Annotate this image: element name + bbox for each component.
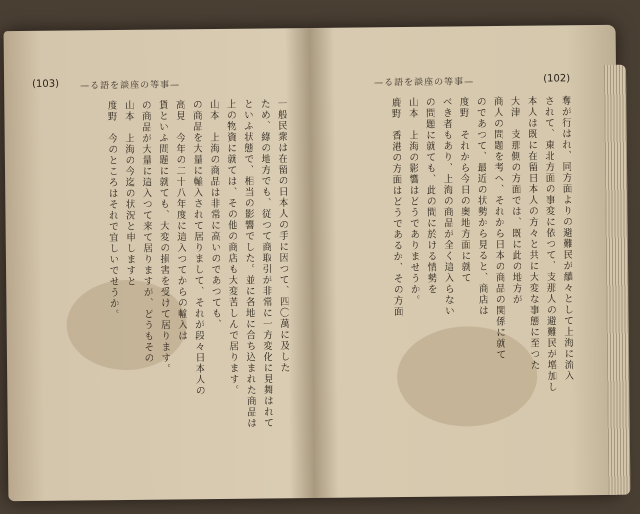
text-column: 貨といふ問題に就ても、大変の損害を受けて居ります。	[156, 99, 171, 375]
left-page	[22, 40, 297, 491]
text-column: べき者もあり、上海の商品が全く這入らない	[440, 96, 454, 317]
text-column: 山本 上海の今迄の状況と申しますと	[122, 99, 136, 287]
running-head: —る語を談座の等事—	[80, 80, 181, 92]
text-column: 奪が行はれ、同方面よりの避難民が續々として上海に流入	[559, 95, 574, 382]
text-columns	[328, 95, 574, 468]
text-column: といふ状態で、相当の影響でした。並に各地に合ち込まれた商品は	[241, 98, 256, 429]
text-column: 高見 今年の二十八年度に這入つてからの輸入は	[173, 99, 187, 342]
text-column: 大津 支那側の方面では、既に此の地方が	[508, 95, 522, 305]
text-column: の商品が大量に這入つて来て居りますが、どうもその	[139, 99, 154, 364]
text-column: 山本 上海の商品は非常に高いのであつても、	[207, 98, 221, 331]
text-column: 本人は既に在留日本人の方々と共に大変な事態に至つた	[525, 95, 540, 371]
text-column: 商人の問題を考へ、それから日本の商品の関係に就て	[491, 95, 506, 361]
text-column: のであつて、最近の状勢から見ると、商店は	[474, 96, 488, 317]
text-column: の商品を大量に輸入されて居りまして、それが段々日本人の	[190, 99, 205, 397]
right-page	[322, 37, 581, 488]
text-column: ため、綠の地方でも、従つて商取引が非常に一方変化に見舞はれて	[258, 98, 273, 429]
open-book	[4, 25, 621, 501]
text-column: 上の物資に就ては、その他の商店も大変苦しんで居ります。	[224, 98, 239, 396]
text-column: 鹿野 香港の方面はどうであるか、その方面	[389, 97, 403, 318]
text-column: 度野 今のところはそれで宜しいでせうか。	[105, 100, 119, 321]
page-number: (103)	[32, 78, 60, 90]
page-edges	[604, 65, 631, 495]
page-number: (102)	[543, 73, 571, 85]
text-column: 山本 上海の影響はどうでありませうか。	[406, 96, 420, 306]
text-column: されて、東北方面の事変に依つて、支那人の避難民が増加し	[542, 95, 557, 393]
text-column: 度野 それから今日の奥地方面に就て	[457, 96, 471, 284]
text-column: 一般民衆は在留の日本人の手に因つて、四〇萬に及した	[275, 98, 290, 374]
running-head: —る語を談座の等事—	[374, 77, 475, 89]
text-columns	[28, 98, 290, 471]
text-column: の問題に就ても、此の間に於ける情勢を	[423, 96, 437, 295]
